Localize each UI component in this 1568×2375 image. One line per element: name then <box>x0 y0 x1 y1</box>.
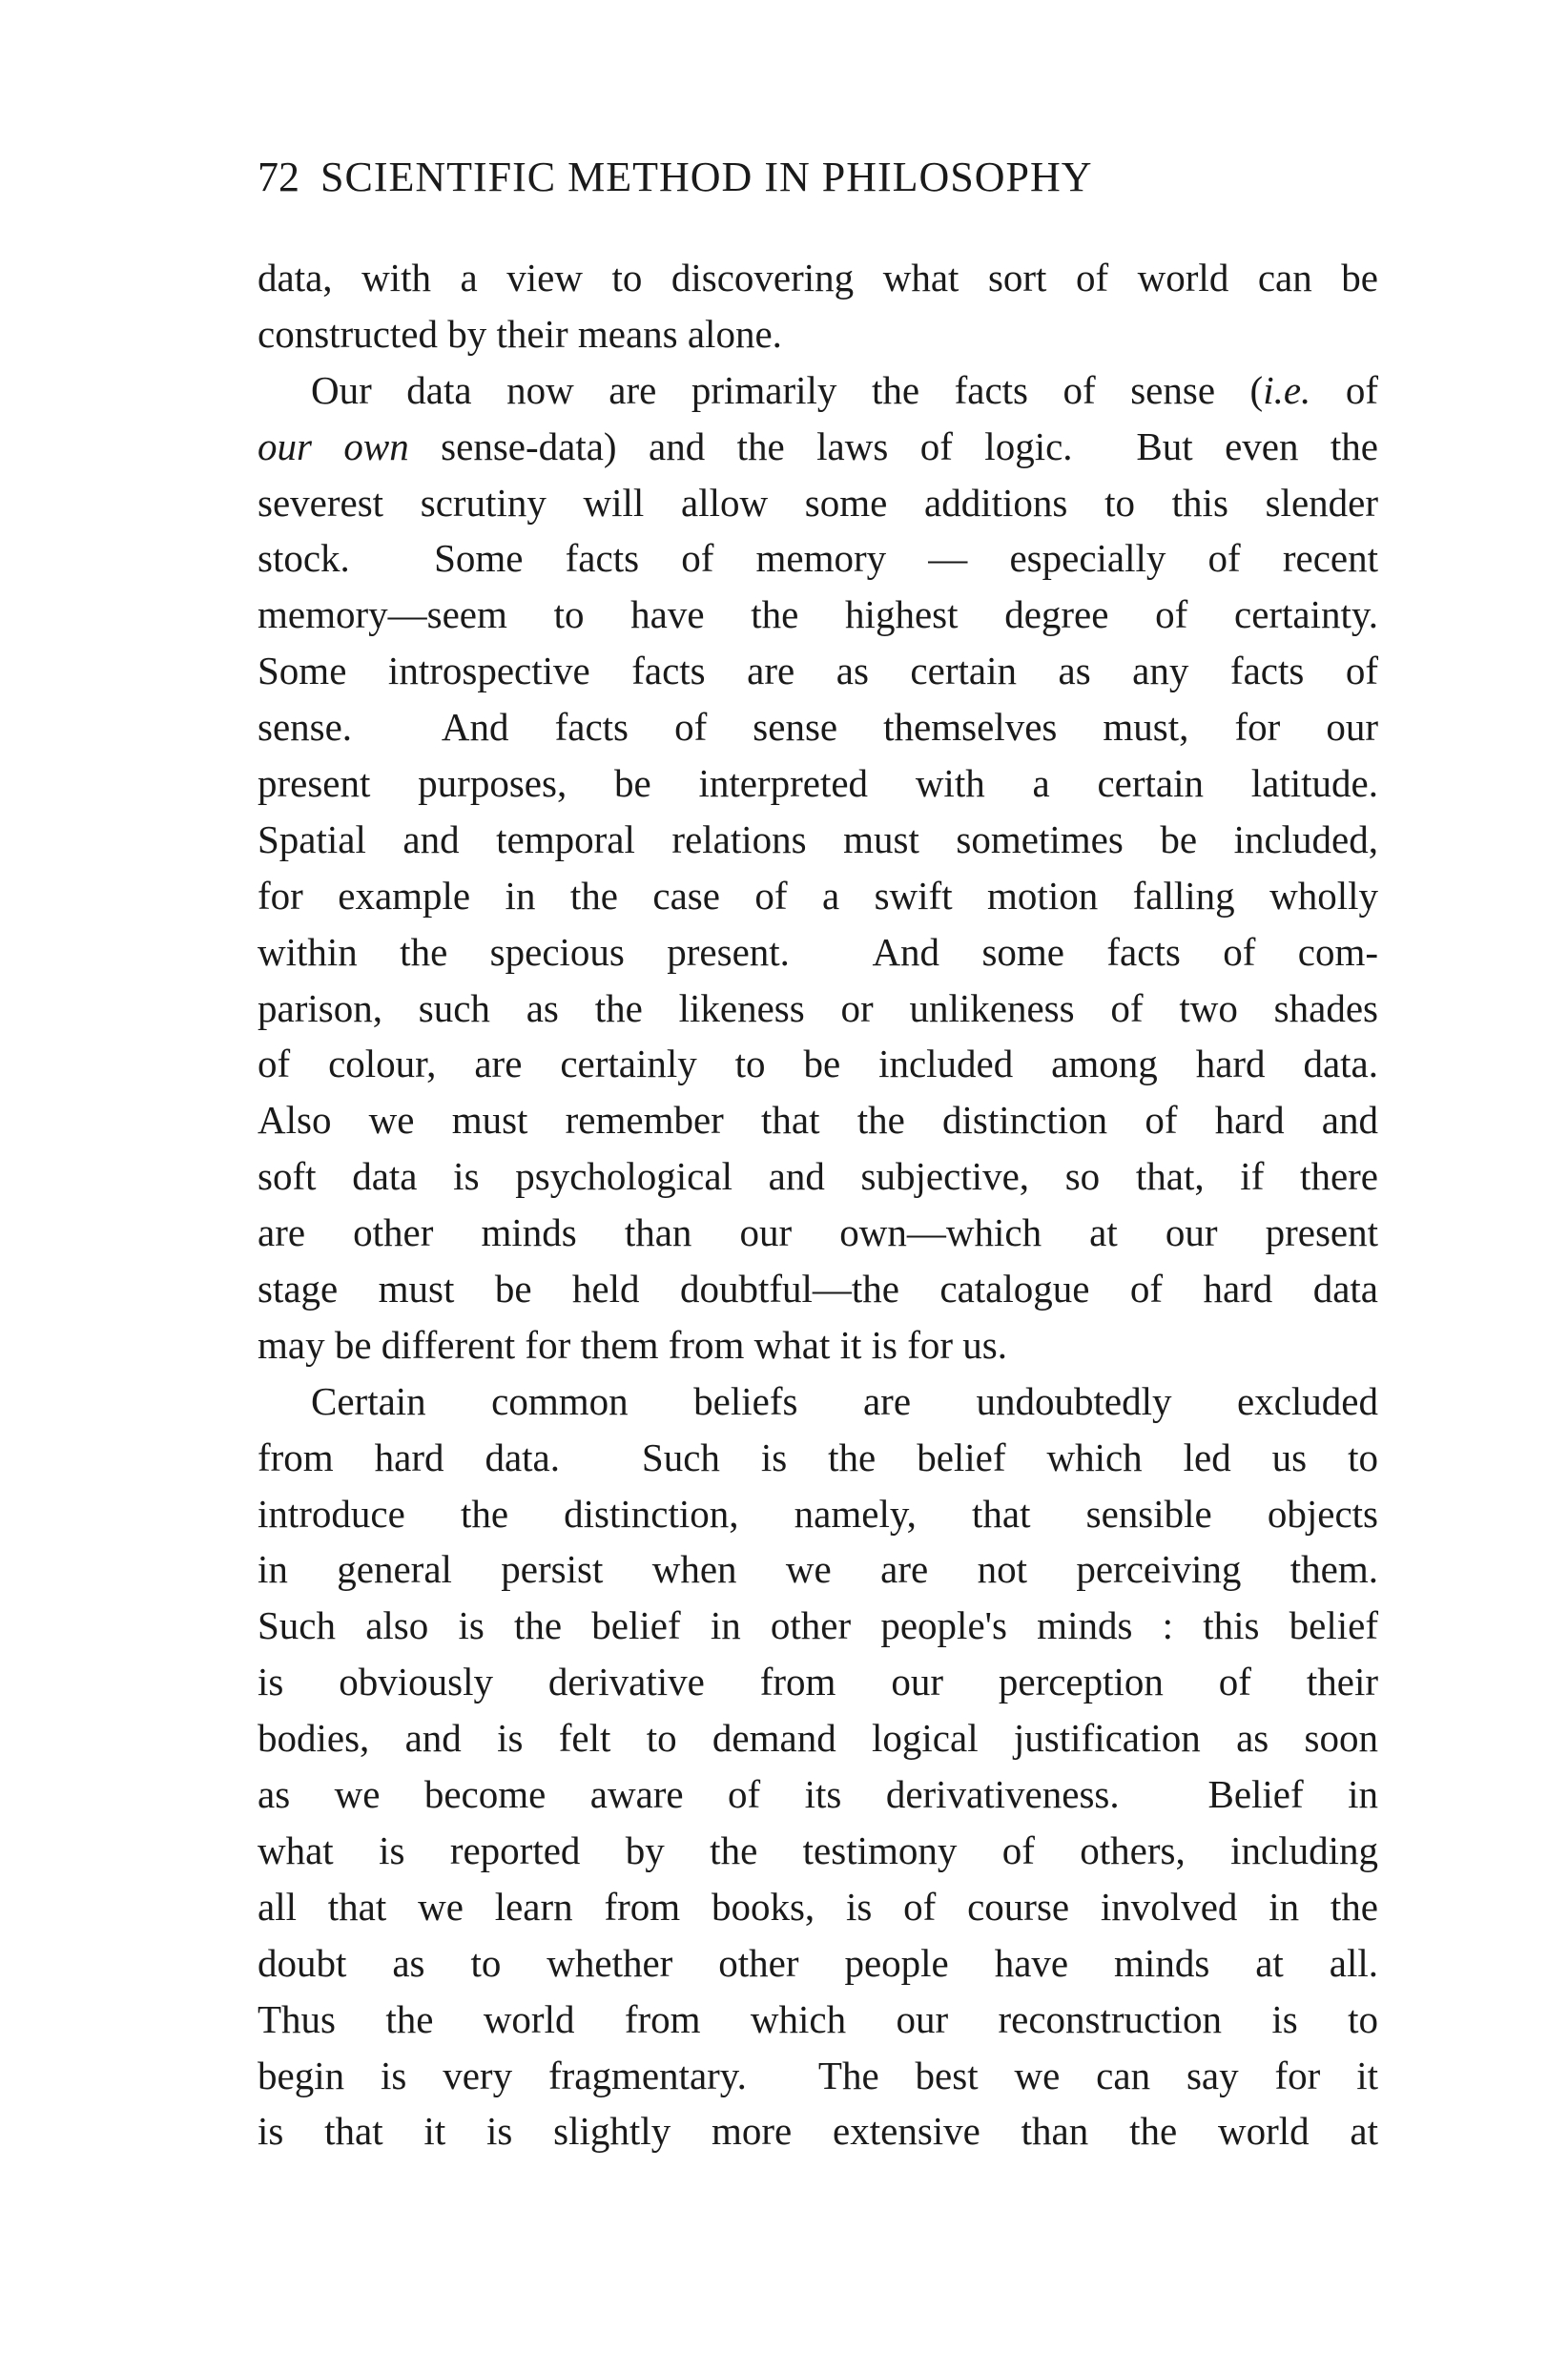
text-line <box>258 306 1378 362</box>
italic-text: our own <box>258 423 409 468</box>
page-number: 72 <box>258 154 299 200</box>
text-segment: from hard data. Such is the belief which led us to <box>258 1435 1378 1479</box>
text-segment: Our data now are primarily the facts of sense ( <box>311 367 1264 412</box>
text-segment: of colour, are certainly to be included among hard data. <box>258 1042 1378 1086</box>
italic-text: i.e. <box>1263 367 1311 412</box>
text-line <box>258 1823 1378 1879</box>
text-line <box>258 1261 1378 1317</box>
text-segment: introduce the distinction, namely, that sensible objects <box>258 1491 1378 1536</box>
text-line <box>258 475 1378 531</box>
text-line <box>258 2103 1378 2159</box>
text-line <box>258 530 1378 587</box>
text-segment: what is reported by the testimony of others, including <box>258 1828 1378 1872</box>
text-line <box>258 419 1378 475</box>
text-segment: soft data is psychological and subjective, so that, if there <box>258 1154 1378 1199</box>
text-line <box>258 643 1378 699</box>
running-title: SCIENTIFIC METHOD IN PHILOSOPHY <box>320 154 1093 200</box>
text-segment: as we become aware of its derivativeness. Belief in <box>258 1772 1378 1817</box>
text-segment: present purposes, be interpreted with a certain latitude. <box>258 761 1378 806</box>
text-line <box>258 1935 1378 1992</box>
text-line <box>258 362 1378 419</box>
text-line <box>258 1205 1378 1261</box>
text-line <box>258 2048 1378 2104</box>
text-line <box>258 868 1378 924</box>
text-segment: parison, such as the likeness or unlikeness of two shades <box>258 985 1378 1030</box>
text-line <box>258 1373 1378 1430</box>
text-line <box>258 1317 1378 1373</box>
text-line <box>258 1992 1378 2048</box>
text-segment: memory—seem to have the highest degree of certainty. <box>258 592 1378 637</box>
text-segment: Certain common beliefs are undoubtedly excluded <box>311 1378 1378 1423</box>
text-line <box>258 1036 1378 1092</box>
text-line <box>258 1710 1378 1766</box>
text-line <box>258 587 1378 643</box>
text-segment: for example in the case of a swift motion falling wholly <box>258 873 1378 918</box>
text-segment: are other minds than our own—which at our present <box>258 1210 1378 1255</box>
text-segment: severest scrutiny will allow some additions to this slender <box>258 480 1378 525</box>
text-line <box>258 755 1378 812</box>
text-line <box>258 250 1378 306</box>
body-text <box>258 250 1378 2159</box>
text-line <box>258 1092 1378 1148</box>
text-segment: stock. Some facts of memory — especially of recent <box>258 536 1378 581</box>
text-line <box>258 924 1378 981</box>
text-segment: bodies, and is felt to demand logical justification as soon <box>258 1716 1378 1761</box>
text-line <box>258 1598 1378 1654</box>
text-segment: Spatial and temporal relations must sometimes be included, <box>258 816 1378 861</box>
text-line <box>258 1541 1378 1598</box>
text-segment: is that it is slightly more extensive than the world at <box>258 2109 1378 2154</box>
text-segment: data, with a view to discovering what sort of world can be <box>258 256 1378 299</box>
text-segment: begin is very fragmentary. The best we can say for it <box>258 2053 1378 2097</box>
text-segment: Also we must remember that the distinction of hard and <box>258 1098 1378 1143</box>
text-segment: in general persist when we are not perceiving them. <box>258 1547 1378 1592</box>
text-line <box>258 1148 1378 1205</box>
text-line <box>258 1879 1378 1935</box>
text-segment: Thus the world from which our reconstruction is to <box>258 1996 1378 2041</box>
text-segment: is obviously derivative from our perception of their <box>258 1660 1378 1704</box>
text-line <box>258 1430 1378 1486</box>
text-segment: constructed by their means alone. <box>258 311 782 356</box>
text-segment: within the specious present. And some facts of com- <box>258 929 1378 974</box>
text-line <box>258 699 1378 755</box>
text-line <box>258 1766 1378 1823</box>
text-line <box>258 1486 1378 1542</box>
text-segment: sense-data) and the laws of logic. But even the <box>408 423 1378 468</box>
text-line <box>258 981 1378 1037</box>
text-segment: stage must be held doubtful—the catalogue of hard data <box>258 1267 1378 1311</box>
text-segment: doubt as to whether other people have minds at all. <box>258 1940 1378 1985</box>
text-segment: may be different for them from what it is for us. <box>258 1322 1008 1367</box>
text-segment: sense. And facts of sense themselves must, for our <box>258 705 1378 750</box>
text-line <box>258 1654 1378 1710</box>
text-segment: Such also is the belief in other people's minds : this belief <box>258 1603 1378 1648</box>
running-header <box>258 153 1378 201</box>
text-segment: Some introspective facts are as certain as any facts of <box>258 649 1378 693</box>
text-line <box>258 812 1378 868</box>
text-segment: of <box>1310 367 1379 412</box>
text-segment: all that we learn from books, is of course involved in the <box>258 1884 1378 1929</box>
